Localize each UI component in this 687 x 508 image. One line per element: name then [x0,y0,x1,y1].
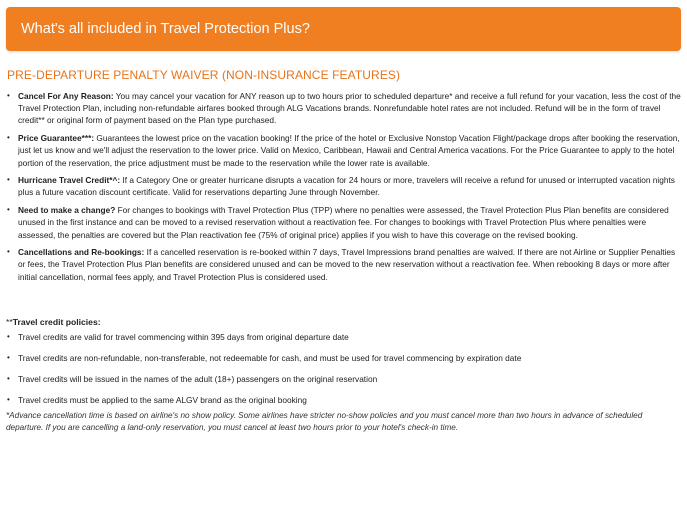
feature-label: Cancel For Any Reason: [18,91,114,101]
feature-label: Cancellations and Re-bookings: [18,247,145,258]
list-item [6,90,681,127]
policy-text: Travel credits must be applied to the same ALGV brand as the original booking [18,394,307,405]
policies-stars: ** [6,316,13,327]
list-item [6,204,681,241]
policy-text: Travel credits are valid for travel commencing within 395 days from original departure date [18,331,349,342]
bullet-icon: • [7,247,10,257]
bullet-icon: • [7,394,10,404]
bullet-icon: • [7,133,10,143]
policy-text: Travel credits will be issued in the names of the adult (18+) passengers on the original reservation [18,373,378,384]
bullet-icon: • [7,205,10,215]
features-list [6,90,681,283]
feature-text: For changes to bookings with Travel Protection Plus (TPP) where no penalties were assessed, the Travel Protection Plus Plan benefits are considered unused in the first instance and can be moved to a revised reservation without a reactivation fee. For changes to bookings with Travel Protection Plus where penalties were assessed, the penalties are covered but the Plan reactivation fee (75% of original price) applies if you wish to have this coverage on the revised booking. [18,205,669,240]
bullet-icon: • [7,352,10,362]
feature-label: Need to make a change? [18,205,116,216]
section-title: PRE-DEPARTURE PENALTY WAIVER (NON-INSURANCE FEATURES) [7,68,401,82]
feature-text: Guarantees the lowest price on the vacation booking! If the price of the hotel or Exclusive Nonstop Vacation Flight/package drops after booking the reservation, just let us know and we'll adjust the reservation to the lower price. Valid on Mexico, Caribbean, Hawaii and Central America vacations. For the Price Guarantee to apply to the hotel portion of the reservation, the price adjustment must be made to the reservation while the lower rate is available. [18,133,680,168]
list-item [6,331,681,343]
bullet-icon: • [7,331,10,341]
bullet-icon: • [7,373,10,383]
bullet-icon: • [7,175,10,185]
policies-list [6,331,681,406]
bullet-icon: • [7,91,10,100]
list-item [6,373,681,385]
header-bar [6,7,681,51]
feature-label: Price Guarantee***: [18,133,95,144]
list-item [6,352,681,364]
policies-title-text: Travel credit policies: [12,316,101,327]
list-item [6,246,681,283]
policy-text: Travel credits are non-refundable, non-transferable, not redeemable for cash, and must be used for travel commencing by expiration date [18,352,522,363]
list-item [6,132,681,169]
list-item [6,174,681,198]
policies-title [6,317,681,327]
feature-text: You may cancel your vacation for ANY reason up to two hours prior to scheduled departure* and receive a full refund for your vacation, less the cost of the Travel Protection Plan, including non-refundable airfares booked through ALG Vacations brands. Nonrefundable hotel rates are not included. Refund will be in the form of travel credit** or original form of payment based on the Plan type purchased. [18,91,681,126]
feature-text: If a Category One or greater hurricane disrupts a vacation for 24 hours or more, travelers will receive a refund for unused or interrupted vacation nights plus a future vacation discount certificate. Valid for reservations departing June through November. [18,175,675,198]
footnote: *Advance cancellation time is based on airline's no show policy. Some airlines have stricter no-show policies and you must cancel more than two hours in advance of scheduled departure. If you are cancelling a land-only reservation, you must cancel at least two hours prior to your hotel's check-in time. [6,410,643,432]
feature-text: If a cancelled reservation is re-booked within 7 days, Travel Impressions brand penalties are waived. If there are not Airline or Supplier Penalties or fees, the Travel Protection Plus Plan benefits are considered unused and can be moved to the new reservation without a reactivation fee. When rebooking 8 days or more after initial cancellation, normal fees apply, and Travel Protection Plus is considered used. [18,247,676,282]
header-title: What's all included in Travel Protection Plus? [21,21,310,37]
list-item [6,394,681,406]
feature-label: Hurricane Travel Credit*^: [18,175,121,186]
